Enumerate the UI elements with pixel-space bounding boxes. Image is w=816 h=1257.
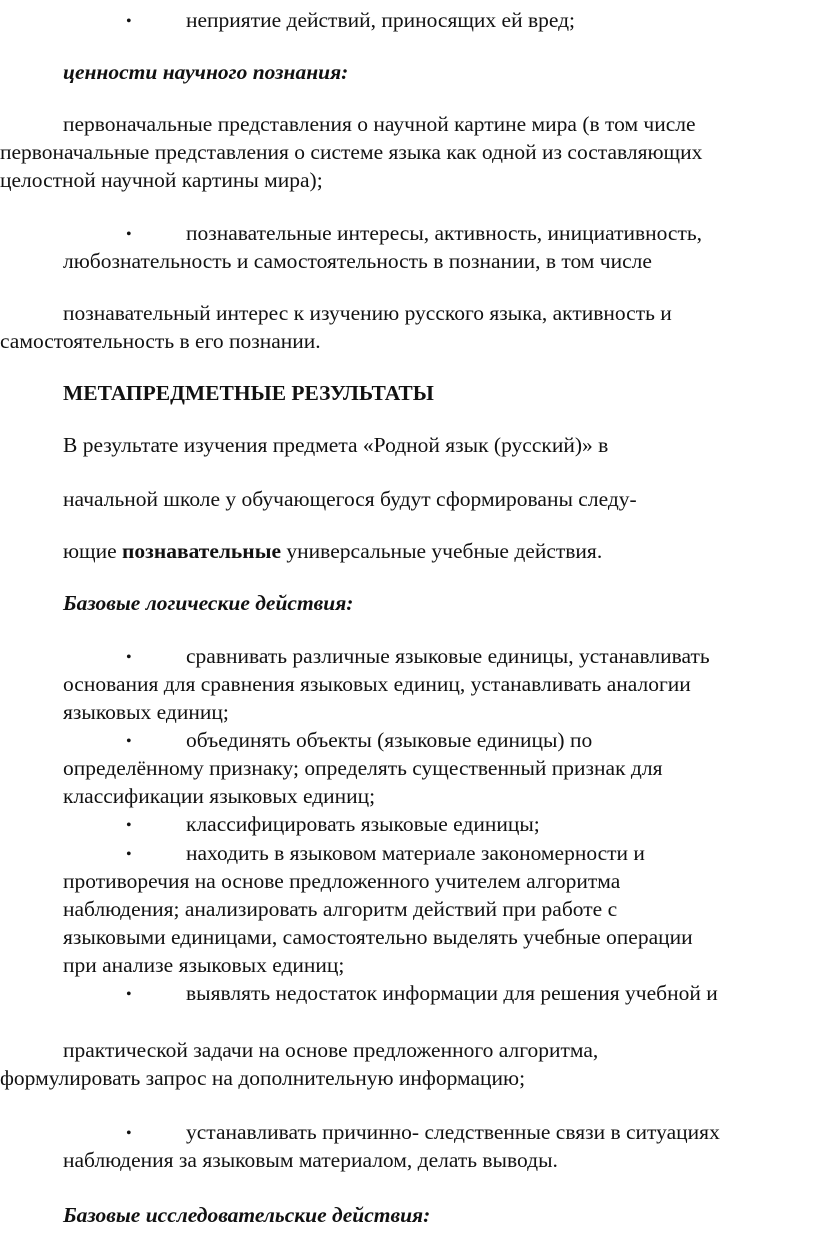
text-line: находить в языковом материале закономерности и — [186, 841, 645, 865]
text-line: языковых единиц; — [63, 700, 229, 724]
text-line — [63, 541, 602, 563]
text-fragment: универсальные учебные действия. — [281, 539, 603, 563]
text-line: практической задачи на основе предложенного алгоритма, — [63, 1038, 599, 1062]
bold-term: познавательные — [122, 539, 282, 563]
text-line: устанавливать причинно- следственные связи в ситуациях — [186, 1120, 720, 1144]
text-line: языковыми единицами, самостоятельно выделять учебные операции — [63, 925, 693, 949]
text-line: выявлять недостаток информации для решения учебной и — [186, 981, 718, 1005]
text-line: неприятие действий, приносящих ей вред; — [186, 8, 576, 32]
text-line: первоначальные представления о системе языка как одной из составляющих — [0, 140, 703, 164]
section-heading-meta: МЕТАПРЕДМЕТНЫЕ РЕЗУЛЬТАТЫ — [63, 381, 434, 405]
text-line: начальной школе у обучающегося будут сформированы следу- — [63, 487, 637, 511]
text-line: объединять объекты (языковые единицы) по — [186, 728, 593, 752]
bullet-icon: • — [126, 846, 132, 863]
bullet-icon: • — [126, 817, 132, 834]
text-line: самостоятельность в его познании. — [0, 329, 321, 353]
text-line: классифицировать языковые единицы; — [186, 812, 540, 836]
text-line: познавательный интерес к изучению русского языка, активность и — [63, 301, 672, 325]
text-line: В результате изучения предмета «Родной язык (русский)» в — [63, 433, 609, 457]
text-line: наблюдения за языковым материалом, делать выводы. — [63, 1148, 558, 1172]
text-line: первоначальные представления о научной картине мира (в том числе — [63, 112, 696, 136]
bullet-icon: • — [126, 226, 132, 243]
text-line: познавательные интересы, активность, инициативность, — [186, 221, 703, 245]
text-line: противоречия на основе предложенного учителем алгоритма — [63, 869, 621, 893]
text-line: целостной научной картины мира); — [0, 168, 323, 192]
text-line: классификации языковых единиц; — [63, 784, 376, 808]
text-line: при анализе языковых единиц; — [63, 953, 345, 977]
bullet-icon: • — [126, 13, 132, 30]
text-line: любознательность и самостоятельность в познании, в том числе — [63, 249, 652, 273]
bullet-icon: • — [126, 649, 132, 666]
bullet-icon: • — [126, 986, 132, 1003]
text-line: наблюдения; анализировать алгоритм действий при работе с — [63, 897, 618, 921]
text-line: сравнивать различные языковые единицы, устанавливать — [186, 644, 710, 668]
text-line: определённому признаку; определять существенный признак для — [63, 756, 663, 780]
section-heading-research: Базовые исследовательские действия: — [63, 1203, 431, 1227]
text-fragment: ющие — [63, 539, 123, 563]
text-line: формулировать запрос на дополнительную информацию; — [0, 1066, 526, 1090]
section-heading-logic: Базовые логические действия: — [63, 591, 354, 615]
bullet-icon: • — [126, 1125, 132, 1142]
text-line: основания для сравнения языковых единиц, устанавливать аналогии — [63, 672, 691, 696]
bullet-icon: • — [126, 733, 132, 750]
section-heading-values: ценности научного познания: — [63, 60, 349, 84]
